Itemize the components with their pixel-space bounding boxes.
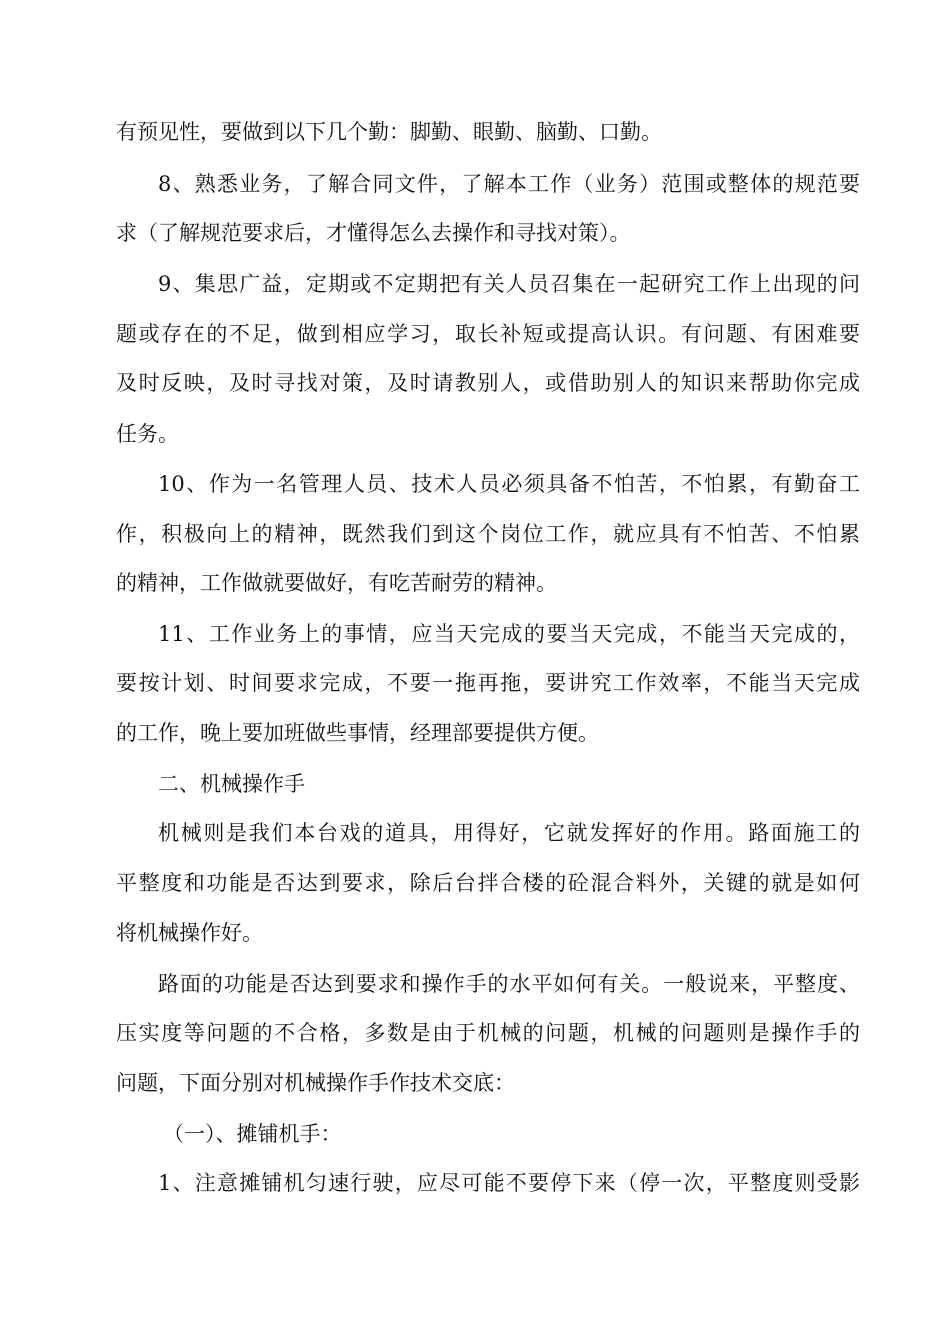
subsection-heading: （一）、摊铺机手： [163,1122,342,1146]
text-line: 题或存在的不足，做到相应学习，取长补短或提高认识。有问题、有困难要 [116,322,860,346]
text-line: 平整度和功能是否达到要求，除后台拌合楼的砼混合料外，关键的就是如何 [116,871,860,895]
text-line: 机械则是我们本台戏的道具，用得好，它就发挥好的作用。路面施工的 [158,821,860,845]
text-line: 及时反映，及时寻找对策，及时请教别人，或借助别人的知识来帮助你完成 [116,371,860,395]
text-line: 8、熟悉业务，了解合同文件，了解本工作（业务）范围或整体的规范要 [158,172,860,196]
text-line: 11、工作业务上的事情，应当天完成的要当天完成，不能当天完成的， [158,622,860,646]
text-line: 的精神，工作做就要做好，有吃苦耐劳的精神。 [116,571,557,595]
text-line: 任务。 [116,422,179,446]
text-line: 求（了解规范要求后，才懂得怎么去操作和寻找对策）。 [116,221,631,245]
text-line: 要按计划、时间要求完成，不要一拖再拖，要讲究工作效率，不能当天完成 [116,671,860,695]
text-line: 作，积极向上的精神，既然我们到这个岗位工作，就应具有不怕苦、不怕累 [116,522,860,546]
text-line: 9、集思广益，定期或不定期把有关人员召集在一起研究工作上出现的问 [158,272,860,296]
text-line: 将机械操作好。 [116,921,263,945]
text-line: 的工作，晚上要加班做些事情，经理部要提供方便。 [116,721,599,745]
text-line: 压实度等问题的不合格，多数是由于机械的问题，机械的问题则是操作手的 [116,1021,860,1045]
text-line: 问题，下面分别对机械操作手作技术交底： [116,1071,515,1095]
section-heading: 二、机械操作手 [158,772,305,796]
text-line: 10、作为一名管理人员、技术人员必须具备不怕苦，不怕累，有勤奋工 [158,472,860,496]
text-line: 路面的功能是否达到要求和操作手的水平如何有关。一般说来，平整度、 [158,972,860,996]
text-line: 1、注意摊铺机匀速行驶，应尽可能不要停下来（停一次，平整度则受影 [158,1171,860,1195]
text-line: 有预见性，要做到以下几个勤：脚勤、眼勤、脑勤、口勤。 [116,120,662,144]
